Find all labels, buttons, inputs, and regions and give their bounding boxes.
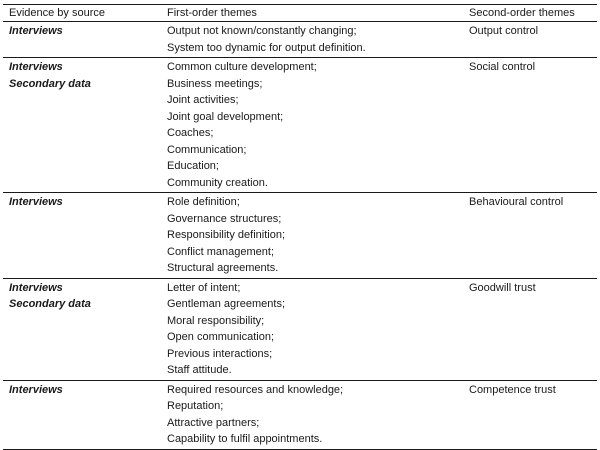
evidence-source: Interviews [9, 61, 63, 73]
evidence-source: Interviews [9, 25, 63, 37]
first-order-theme: Previous interactions; [167, 347, 273, 360]
header-evidence-by-source: Evidence by source [9, 7, 105, 19]
second-order-theme: Behavioural control [469, 196, 564, 208]
evidence-source: Interviews [9, 383, 63, 396]
first-order-theme: Business meetings; [167, 77, 263, 90]
first-order-theme: Letter of intent; [167, 281, 241, 294]
first-order-theme: Communication; [167, 143, 247, 156]
evidence-cell [3, 194, 160, 277]
evidence-source: Interviews [9, 281, 63, 294]
first-order-theme: System too dynamic for output definition. [167, 41, 366, 54]
first-order-theme: Structural agreements. [167, 262, 279, 274]
first-order-theme: Required resources and knowledge; [167, 383, 344, 396]
table-row [3, 380, 597, 449]
header-second-order-themes: Second-order themes [469, 7, 575, 19]
first-order-theme: Open communication; [167, 331, 274, 343]
first-order-theme: Output not known/constantly changing; [167, 25, 357, 37]
first-order-theme: Coaches; [167, 127, 214, 139]
evidence-source: Interviews [9, 196, 63, 208]
first-order-cell [160, 382, 462, 448]
first-order-theme: Capability to fulfil appointments. [167, 433, 323, 445]
second-order-theme: Output control [469, 25, 539, 37]
themes-table [3, 4, 597, 450]
first-order-theme: Common culture development; [167, 61, 317, 73]
second-order-cell [462, 194, 597, 277]
second-order-cell [462, 382, 597, 448]
second-order-cell [462, 59, 597, 191]
first-order-theme: Role definition; [167, 196, 240, 208]
first-order-theme: Reputation; [167, 400, 224, 412]
first-order-cell [160, 194, 462, 277]
second-order-theme: Competence trust [469, 383, 556, 396]
evidence-cell [3, 280, 160, 379]
first-order-theme: Responsibility definition; [167, 229, 286, 241]
first-order-theme: Community creation. [167, 176, 268, 189]
first-order-cell [160, 280, 462, 379]
second-order-cell [462, 23, 597, 56]
evidence-source: Secondary data [9, 77, 91, 90]
second-order-cell [462, 280, 597, 379]
header-first-order-themes: First-order themes [167, 7, 257, 19]
table-row [3, 57, 597, 192]
first-order-cell [160, 23, 462, 56]
evidence-source: Secondary data [9, 298, 91, 310]
evidence-cell [3, 382, 160, 448]
evidence-cell [3, 23, 160, 56]
second-order-theme: Social control [469, 61, 536, 73]
table-row [3, 21, 597, 57]
table-row [3, 192, 597, 278]
table-body [3, 21, 597, 449]
first-order-theme: Staff attitude. [167, 364, 232, 376]
table-header-row [3, 5, 597, 21]
first-order-theme: Governance structures; [167, 212, 282, 225]
first-order-theme: Joint activities; [167, 94, 239, 106]
first-order-theme: Attractive partners; [167, 416, 260, 429]
first-order-theme: Moral responsibility; [167, 314, 265, 327]
first-order-cell [160, 59, 462, 191]
second-order-theme: Goodwill trust [469, 281, 536, 294]
table-row [3, 278, 597, 380]
first-order-theme: Joint goal development; [167, 110, 284, 123]
evidence-cell [3, 59, 160, 191]
first-order-theme: Education; [167, 160, 219, 172]
first-order-theme: Gentleman agreements; [167, 298, 286, 310]
first-order-theme: Conflict management; [167, 245, 274, 258]
